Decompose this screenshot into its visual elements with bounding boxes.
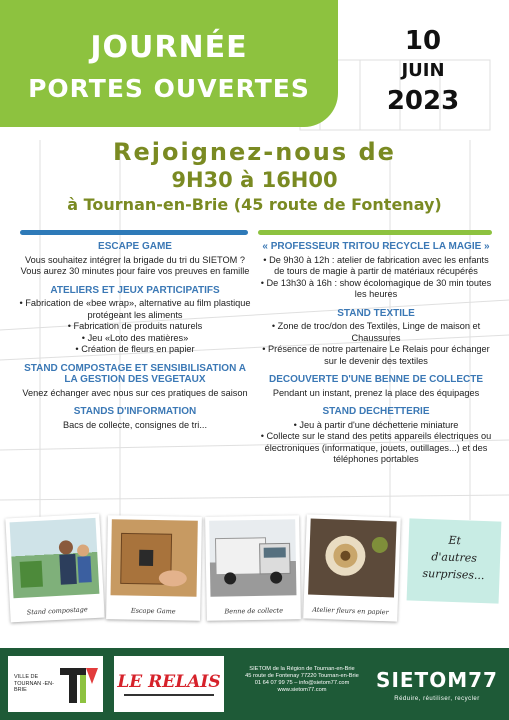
photo-caption: Escape Game — [130, 606, 176, 616]
information-title: STANDS D'INFORMATION — [73, 406, 197, 417]
le-relais-logo[interactable] — [114, 656, 224, 712]
benne-text: Pendant un instant, prenez la place des équipages — [272, 387, 480, 398]
contact-line: 45 route de Fontenay 77220 Tournan-en-Brie — [245, 673, 359, 679]
tagline-hours: 9H30 à 16H00 — [171, 168, 338, 192]
compostage-title: STAND COMPOSTAGE ET SENSIBILISATION A LA GESTION DES VEGETAUX — [24, 362, 246, 385]
list-item: • De 13h30 à 16h : show écolomagique de 30 min toutes les heures — [258, 278, 494, 301]
benne-title: DECOUVERTE D'UNE BENNE DE COLLECTE — [268, 374, 484, 385]
ateliers-title: ATELIERS ET JEUX PARTICIPATIFS — [50, 284, 220, 296]
photo-benne — [205, 515, 301, 621]
photo-caption: Benne de collecte — [224, 606, 284, 616]
garbage-truck-icon — [209, 519, 296, 596]
event-title-line2: PORTES OUVERTES — [28, 74, 310, 103]
surprise-line: d'autres — [431, 550, 478, 565]
contact-website[interactable]: www.sietom77.com — [277, 687, 327, 693]
escape-game-title: ESCAPE GAME — [98, 241, 172, 252]
event-date-year: 2023 — [386, 86, 460, 116]
sietom-slogan: Réduire, réutiliser, recycler — [394, 696, 480, 702]
le-relais-underline — [124, 694, 214, 696]
photo-caption: Atelier fleurs en papier — [312, 605, 389, 617]
textile-list — [258, 321, 494, 367]
sietom-logo: SIETOM77 — [376, 668, 498, 692]
tagline-location: à Tournan-en-Brie (45 route de Fontenay) — [67, 195, 442, 214]
contact-email[interactable]: 01 64 07 99 75 – info@sietom77.com — [254, 680, 350, 686]
surprise-note — [407, 518, 502, 603]
left-program-column — [18, 241, 252, 438]
people-at-stand-icon — [10, 518, 100, 598]
event-title-line1: JOURNÉE — [90, 30, 248, 65]
event-date-day: 10 — [404, 26, 442, 56]
tritou-title: « PROFESSEUR TRITOU RECYCLE LA MAGIE » — [262, 241, 490, 252]
decheterie-list — [258, 420, 494, 466]
escape-photo — [111, 519, 198, 596]
right-program-column — [258, 241, 494, 473]
lock-box-icon — [111, 519, 198, 596]
tagline-join: Rejoignez-nous de — [113, 138, 396, 166]
textile-title: STAND TEXTILE — [337, 307, 415, 319]
list-item: • Jeu «Loto des matières» — [18, 333, 252, 345]
truck-photo — [209, 519, 296, 596]
list-item: • Fabrication de «bee wrap», alternative au film plastique protégeant les aliments — [18, 298, 252, 321]
footer — [0, 648, 509, 720]
compost-photo — [10, 518, 100, 598]
contact-info — [232, 666, 372, 694]
tournan-tower-icon — [56, 664, 100, 704]
surprise-line: Et — [448, 533, 462, 548]
tournan-logo — [8, 656, 103, 712]
flowers-photo — [308, 519, 397, 598]
list-item: • Fabrication de produits naturels — [18, 321, 252, 333]
escape-game-text: Vous souhaitez intégrer la brigade du tri du SIETOM ? Vous aurez 30 minutes pour faire vos preuves en famille — [20, 254, 250, 276]
surprise-text — [407, 530, 501, 584]
list-item: • Collecte sur le stand des petits appareils électriques ou électroniques (informatique, jouets, outillages...) et des téléphones portables — [258, 431, 494, 466]
information-text: Bacs de collecte, consignes de tri... — [62, 419, 207, 430]
tritou-list — [258, 255, 494, 301]
ateliers-list — [18, 298, 252, 356]
surprise-line: surprises... — [422, 566, 485, 583]
photo-escape-game — [106, 515, 202, 621]
contact-line: SIETOM de la Région de Tournan-en-Brie — [249, 666, 355, 672]
le-relais-text: LE RELAIS — [117, 672, 221, 692]
decheterie-title: STAND DECHETTERIE — [322, 406, 430, 417]
list-item: • Présence de notre partenaire Le Relais pour échanger sur le devenir des textiles — [258, 344, 494, 367]
paper-flower-icon — [308, 519, 397, 598]
blue-divider — [20, 230, 248, 235]
list-item: • Jeu à partir d'une déchetterie miniature — [258, 420, 494, 432]
list-item: • Création de fleurs en papier — [18, 344, 252, 356]
compostage-text: Venez échanger avec nous sur ces pratiques de saison — [22, 387, 248, 398]
green-divider — [258, 230, 492, 235]
list-item: • Zone de troc/don des Textiles, Linge de maison et Chaussures — [258, 321, 494, 344]
event-date-month: JUIN — [401, 60, 445, 81]
list-item: • De 9h30 à 12h : atelier de fabrication avec les enfants de tours de magie à partir de matériaux récupérés — [258, 255, 494, 278]
photo-caption: Stand compostage — [26, 605, 88, 617]
photo-stand-compostage — [5, 514, 104, 623]
photo-fleurs — [303, 514, 401, 621]
tournan-logo-text: VILLE DE TOURNAN -EN-BRIE — [14, 674, 54, 693]
